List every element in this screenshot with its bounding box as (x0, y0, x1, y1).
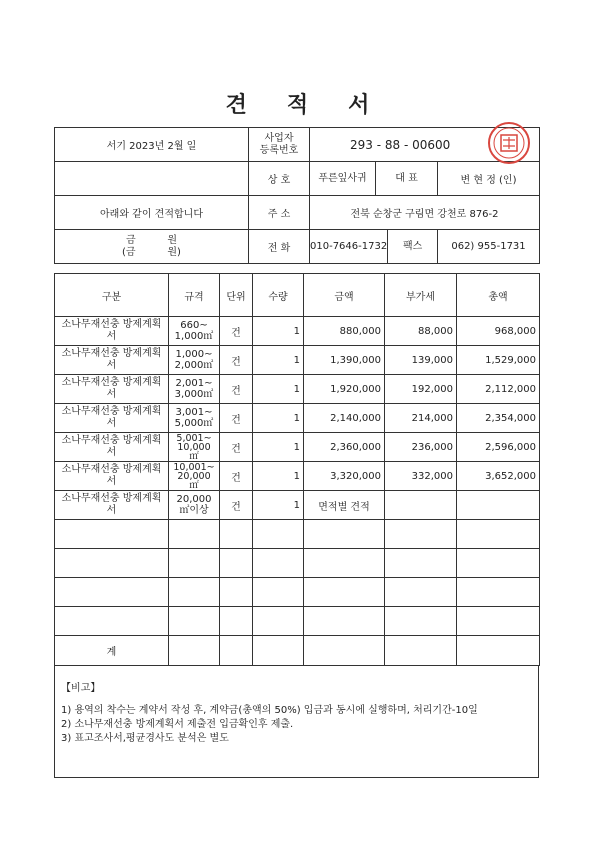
blank-cell (55, 162, 249, 196)
empty-cell (55, 549, 169, 578)
reg-label-cell (249, 128, 310, 162)
title-char: 견 (225, 93, 247, 118)
empty-cell (457, 578, 540, 607)
total-cell: 968,000 (457, 317, 540, 346)
company-label-cell: 상 호 (249, 162, 310, 196)
col-header: 규격 (169, 274, 220, 317)
col-header: 구분 (55, 274, 169, 317)
remarks-line: 2) 소나무재선충 방제계획서 제출전 입금확인후 제출. (61, 719, 294, 730)
remarks-heading: 【비고】 (61, 683, 101, 694)
company-name-cell (310, 162, 438, 196)
supplier-info-table (54, 127, 540, 264)
unit-cell: 건 (220, 346, 253, 375)
remarks-line: 3) 표고조사서,평균경사도 분석은 별도 (61, 733, 229, 744)
empty-cell (457, 520, 540, 549)
qty-cell: 1 (253, 375, 304, 404)
spec-cell: 660~ 1,000㎡ (169, 317, 220, 346)
empty-cell (304, 636, 385, 666)
unit-cell: 건 (220, 433, 253, 462)
col-header: 수량 (253, 274, 304, 317)
item-cell: 소나무재선충 방제계획서 (55, 317, 169, 346)
empty-cell (385, 607, 457, 636)
vat-cell: 88,000 (385, 317, 457, 346)
qty-cell: 1 (253, 317, 304, 346)
table-row (55, 346, 540, 375)
empty-cell (457, 607, 540, 636)
empty-cell (385, 578, 457, 607)
amount-cell: 3,320,000 (304, 462, 385, 491)
unit-cell: 건 (220, 404, 253, 433)
item-cell: 소나무재선충 방제계획서 (55, 491, 169, 520)
qty-cell: 1 (253, 491, 304, 520)
empty-cell (169, 549, 220, 578)
unit-cell: 건 (220, 317, 253, 346)
empty-cell (253, 636, 304, 666)
empty-cell (220, 520, 253, 549)
total-cell: 2,354,000 (457, 404, 540, 433)
table-row (55, 462, 540, 491)
empty-row (55, 607, 540, 636)
total-cell: 2,596,000 (457, 433, 540, 462)
address-label-cell: 주 소 (249, 196, 310, 230)
company-seal-icon (487, 121, 531, 165)
amount-cell: 1,920,000 (304, 375, 385, 404)
empty-cell (253, 607, 304, 636)
empty-cell (253, 520, 304, 549)
empty-row (55, 578, 540, 607)
reg-label-line: 사업자 (264, 132, 294, 144)
item-cell: 소나무재선충 방제계획서 (55, 404, 169, 433)
empty-cell (457, 636, 540, 666)
item-cell: 소나무재선충 방제계획서 (55, 462, 169, 491)
empty-cell (385, 549, 457, 578)
vat-cell: 192,000 (385, 375, 457, 404)
spec-cell: 3,001~ 5,000㎡ (169, 404, 220, 433)
amount-line: (금 원) (122, 246, 181, 258)
vat-cell: 214,000 (385, 404, 457, 433)
empty-cell (220, 578, 253, 607)
phone-number: 010-7646-1732 (310, 241, 388, 252)
col-header: 금액 (304, 274, 385, 317)
spec-cell: 20,000 ㎡이상 (169, 491, 220, 520)
qty-cell: 1 (253, 404, 304, 433)
amount-line: 금 원 (125, 234, 178, 246)
item-cell: 소나무재선충 방제계획서 (55, 346, 169, 375)
spec-cell: 2,001~ 3,000㎡ (169, 375, 220, 404)
total-label-cell: 계 (55, 636, 169, 666)
table-row (55, 491, 540, 520)
empty-cell (385, 520, 457, 549)
empty-row (55, 520, 540, 549)
rep-label: 대 표 (375, 162, 437, 195)
empty-row (55, 549, 540, 578)
document-title (0, 88, 595, 119)
item-cell: 소나무재선충 방제계획서 (55, 433, 169, 462)
item-cell: 소나무재선충 방제계획서 (55, 375, 169, 404)
vat-cell: 332,000 (385, 462, 457, 491)
empty-cell (220, 607, 253, 636)
amount-cell: 1,390,000 (304, 346, 385, 375)
phone-label-cell: 전 화 (249, 230, 310, 264)
rep-name-cell: 변 현 정 (인) (438, 162, 540, 196)
empty-cell (220, 549, 253, 578)
total-row (55, 636, 540, 666)
title-char: 서 (348, 93, 370, 118)
total-cell (457, 491, 540, 520)
fax-label: 팩스 (387, 230, 437, 263)
remarks-line: 1) 용역의 착수는 계약서 작성 후, 계약금(총액의 50%) 입금과 동시에 실행하며, 처리기간-10일 (61, 705, 478, 716)
empty-cell (457, 549, 540, 578)
total-cell: 1,529,000 (457, 346, 540, 375)
qty-cell: 1 (253, 433, 304, 462)
title-char: 적 (286, 93, 309, 118)
col-header: 총액 (457, 274, 540, 317)
total-cell: 2,112,000 (457, 375, 540, 404)
empty-cell (304, 607, 385, 636)
empty-cell (55, 520, 169, 549)
empty-cell (253, 578, 304, 607)
col-header: 단위 (220, 274, 253, 317)
table-row (55, 375, 540, 404)
empty-cell (253, 549, 304, 578)
empty-cell (169, 578, 220, 607)
table-row (55, 433, 540, 462)
empty-cell (304, 578, 385, 607)
unit-cell: 건 (220, 491, 253, 520)
empty-cell (220, 636, 253, 666)
amount-cell (55, 230, 249, 264)
fax-number-cell: 062) 955-1731 (438, 230, 540, 264)
table-row (55, 404, 540, 433)
statement-cell: 아래와 같이 견적합니다 (55, 196, 249, 230)
remarks-box (54, 665, 539, 778)
reg-number-cell: 293 - 88 - 00600 (310, 128, 540, 162)
reg-label-line: 등록번호 (259, 144, 299, 156)
empty-cell (304, 549, 385, 578)
unit-cell: 건 (220, 375, 253, 404)
empty-cell (385, 636, 457, 666)
qty-cell: 1 (253, 462, 304, 491)
amount-cell: 2,360,000 (304, 433, 385, 462)
amount-cell: 2,140,000 (304, 404, 385, 433)
vat-cell: 139,000 (385, 346, 457, 375)
spec-cell: 5,001~ 10,000 ㎡ (169, 433, 220, 462)
estimate-items-table (54, 273, 540, 666)
spec-cell: 10,001~ 20,000 ㎡ (169, 462, 220, 491)
amount-cell: 면적별 견적 (304, 491, 385, 520)
empty-cell (169, 607, 220, 636)
vat-cell: 236,000 (385, 433, 457, 462)
spec-cell: 1,000~ 2,000㎡ (169, 346, 220, 375)
company-name: 푸른잎사귀 (318, 173, 367, 184)
table-row (55, 317, 540, 346)
phone-fax-cell (310, 230, 438, 264)
empty-cell (169, 636, 220, 666)
unit-cell: 건 (220, 462, 253, 491)
empty-cell (55, 607, 169, 636)
address-cell: 전북 순창군 구림면 강천로 876-2 (310, 196, 540, 230)
empty-cell (169, 520, 220, 549)
amount-cell: 880,000 (304, 317, 385, 346)
date-cell: 서기 2023년 2월 일 (55, 128, 249, 162)
qty-cell: 1 (253, 346, 304, 375)
empty-cell (304, 520, 385, 549)
empty-cell (55, 578, 169, 607)
total-cell: 3,652,000 (457, 462, 540, 491)
vat-cell (385, 491, 457, 520)
col-header: 부가세 (385, 274, 457, 317)
